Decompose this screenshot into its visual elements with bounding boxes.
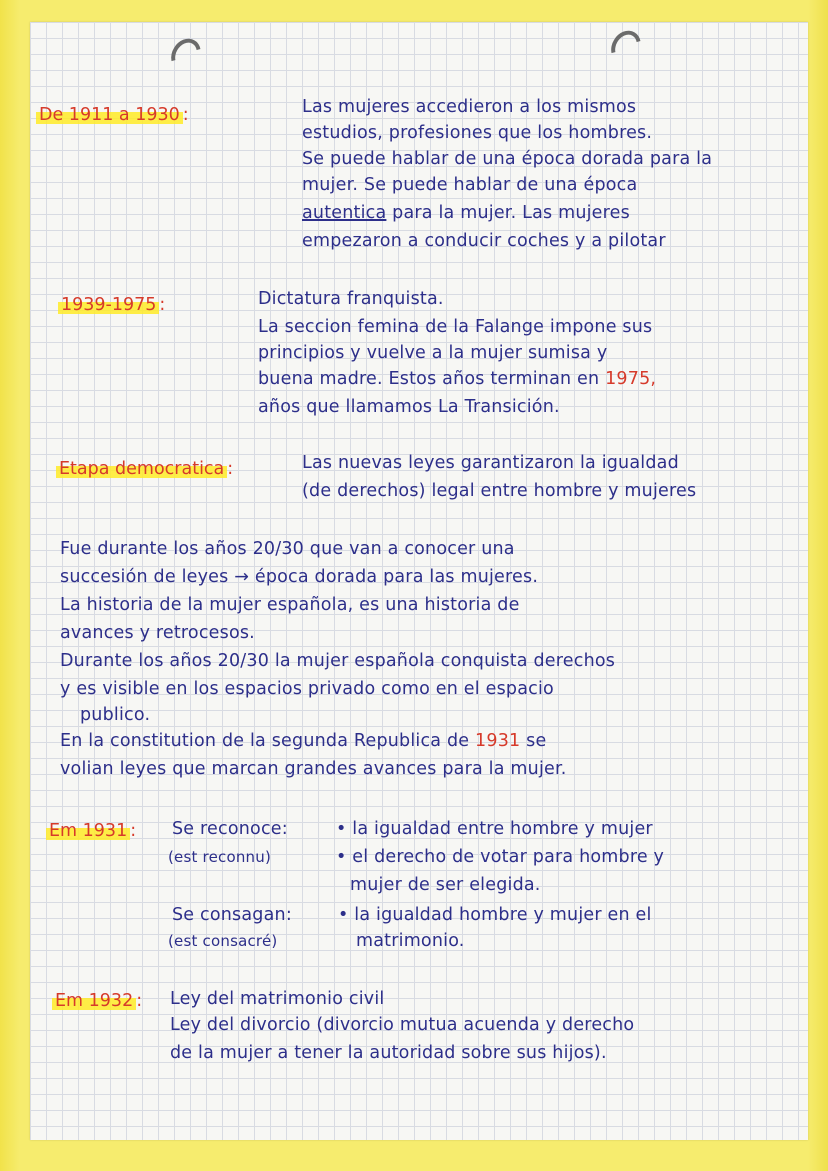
block2-line-1: Dictatura franquista. [258,289,444,309]
block4-line-4: avances y retrocesos. [60,623,255,643]
block5-sub2: Se consagan: [172,905,292,925]
block3-line-2: (de derechos) legal entre hombre y mujeres [302,481,697,501]
block2-line-3: principios y vuelve a la mujer sumisa y [258,343,608,363]
block1-line-3: Se puede hablar de una época dorada para la [302,149,713,169]
underlined-word: autentica [302,203,387,223]
block5-item-4: • la igualdad hombre y mujer en el [338,905,652,925]
block4-line-2: succesión de leyes → época dorada para las mujeres. [60,567,539,587]
block2-line-2: La seccion femina de la Falange impone sus [258,317,653,337]
block1-line-5: autentica para la mujer. Las mujeres [302,203,630,223]
block2-line-4: buena madre. Estos años terminan en 1975, [258,369,657,389]
block5-item-3: mujer de ser elegida. [350,875,541,895]
section-label-1939-1975: 1939-1975 : [58,294,165,317]
block3-line-1: Las nuevas leyes garantizaron la igualdad [302,453,679,473]
block4-line-5: Durante los años 20/30 la mujer española conquista derechos [60,651,616,671]
block5-sub1-note: (est reconnu) [168,848,272,866]
section-label-em-1931: Em 1931 : [46,820,136,843]
section-label-1911-1930: De 1911 a 1930 : [36,104,189,127]
block6-line-3: de la mujer a tener la autoridad sobre sus hijos). [170,1043,607,1063]
block5-item-2: • el derecho de votar para hombre y [336,847,665,867]
block4-line-1: Fue durante los años 20/30 que van a conocer una [60,539,515,559]
block5-item-5: matrimonio. [356,931,465,951]
block1-line-4: mujer. Se puede hablar de una época [302,175,638,195]
block6-line-2: Ley del divorcio (divorcio mutua acuenda y derecho [170,1015,635,1035]
section-label-etapa-democratica: Etapa democratica : [56,458,233,481]
block5-sub2-note: (est consacré) [168,932,278,950]
block4-line-3: La historia de la mujer española, es una historia de [60,595,520,615]
block1-line-2: estudios, profesiones que los hombres. [302,123,653,143]
block5-item-1: • la igualdad entre hombre y mujer [336,819,653,839]
block1-line-1: Las mujeres accedieron a los mismos [302,97,637,117]
block4-line-6: y es visible en los espacios privado como en el espacio [60,679,554,699]
block5-sub1: Se reconoce: [172,819,288,839]
block4-line-9: volian leyes que marcan grandes avances para la mujer. [60,759,567,779]
section-label-em-1932: Em 1932 : [52,990,142,1013]
block4-line-7: publico. [80,705,151,725]
year-1975: 1975, [605,369,657,389]
block2-line-5: años que llamamos La Transición. [258,397,560,417]
block4-line-8: En la constitution de la segunda Republica de 1931 se [60,731,547,751]
block1-line-6: empezaron a conducir coches y a pilotar [302,231,666,251]
block6-line-1: Ley del matrimonio civil [170,989,385,1009]
year-1931: 1931 [475,731,521,751]
